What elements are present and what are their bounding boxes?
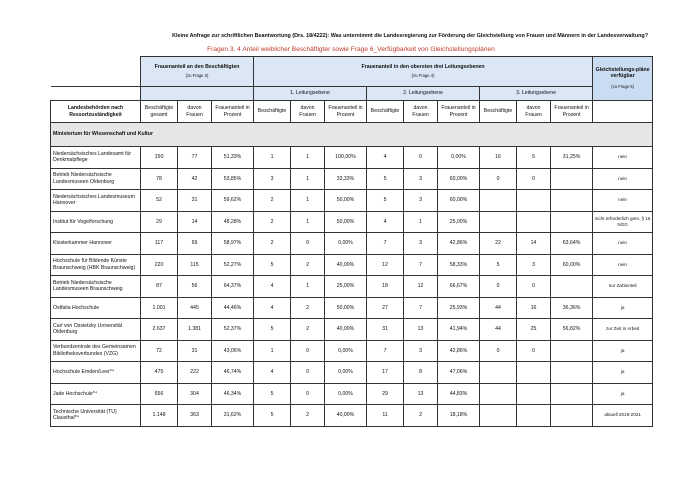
cell-l3-women [517,405,551,427]
cell-l3-share [551,168,593,190]
header-column-row [51,101,653,123]
cell-l3-employees: 44 [480,319,517,341]
header-level-row [51,87,653,101]
table-row [51,319,653,341]
column-header-women: davon Frauen [178,101,212,123]
cell-plan: nein [593,147,653,169]
cell-l3-share [551,340,593,362]
cell-l3-share: 31,25% [551,147,593,169]
cell-l3-share: 36,36% [551,297,593,319]
cell-l3-employees: 16 [480,147,517,169]
cell-l3-share [551,190,593,212]
column-header-l1-share: Frauenanteil in Prozent [325,101,367,123]
cell-plan: ja [593,362,653,384]
cell-l3-women [517,190,551,212]
table-row [51,340,653,362]
cell-l3-women: 16 [517,297,551,319]
cell-l2-employees: 31 [367,319,404,341]
cell-l3-share [551,276,593,298]
column-header-l2-women: davon Frauen [404,101,438,123]
table-row [51,211,653,233]
cell-l2-employees: 29 [367,383,404,405]
column-header-l3-women: davon Frauen [517,101,551,123]
cell-total: 2.637 [141,319,178,341]
cell-l3-women [517,383,551,405]
cell-total: 29 [141,211,178,233]
table-row [51,254,653,276]
cell-share: 46,74% [212,362,254,384]
cell-l1-employees: 4 [254,297,291,319]
cell-l2-women: 3 [404,168,438,190]
cell-share: 31,62% [212,405,254,427]
cell-l1-share: 0,00% [325,362,367,384]
cell-l3-employees [480,211,517,233]
cell-authority-name: Verbundzentrale des Gemeinsamen Bibliotheksverbundes (VZG) [51,340,141,362]
cell-l1-share: 50,00% [325,297,367,319]
cell-l1-women: 2 [291,319,325,341]
column-header-l2-employees: Beschäftigte [367,101,404,123]
cell-l2-employees: 5 [367,168,404,190]
header-level-3: 3. Leitungsebene [480,87,593,101]
column-header-total: Beschäftigte gesamt [141,101,178,123]
cell-total: 1.148 [141,405,178,427]
data-table [50,56,653,427]
cell-l1-share: 40,00% [325,405,367,427]
cell-women: 77 [178,147,212,169]
cell-l2-share: 42,86% [438,233,480,255]
column-header-authority: Landesbehörden nach Ressortzuständigkeit [51,101,141,123]
cell-l1-employees: 1 [254,340,291,362]
table-row [51,383,653,405]
cell-women: 31 [178,340,212,362]
cell-authority-name: Niedersächsisches Landesamt für Denkmalpflege [51,147,141,169]
cell-l2-employees: 7 [367,340,404,362]
table-row [51,405,653,427]
table-row [51,190,653,212]
cell-l2-share: 58,33% [438,254,480,276]
cell-women: 31 [178,190,212,212]
cell-l3-women: 0 [517,276,551,298]
document-title: Kleine Anfrage zur schriftlichen Beantwortung (Drs. 18/4222): Was unternimmt die Landesregierung zur Förderung der Gleichstellung von Frauen und Männern in der Landesverwaltung? [172,33,648,39]
cell-l2-employees: 11 [367,405,404,427]
cell-l1-employees: 2 [254,211,291,233]
table-body [51,147,653,427]
cell-share: 43,06% [212,340,254,362]
cell-plan: nein [593,168,653,190]
cell-l1-women: 1 [291,168,325,190]
header-level-empty [51,87,141,101]
cell-l2-employees: 18 [367,276,404,298]
header-group-plans-ref: (zu Frage 6) [611,83,635,89]
cell-l3-employees: 0 [480,276,517,298]
cell-l3-women: 14 [517,233,551,255]
column-header-l3-share: Frauenanteil in Prozent [551,101,593,123]
cell-l1-share: 100,00% [325,147,367,169]
cell-l1-women: 1 [291,276,325,298]
header-group-row [51,57,653,87]
cell-authority-name: Technische Universität (TU) Clausthal*⁴ [51,405,141,427]
cell-plan: ja [593,340,653,362]
cell-l1-women: 0 [291,340,325,362]
cell-total: 78 [141,168,178,190]
cell-l1-women: 0 [291,362,325,384]
header-group-employees-ref: (zu Frage 3) [185,73,209,78]
cell-l1-share: 40,00% [325,254,367,276]
header-empty-cell [51,57,141,87]
header-group-plans [593,57,653,101]
cell-l3-share [551,362,593,384]
cell-plan: nein [593,190,653,212]
cell-l1-employees: 2 [254,190,291,212]
cell-l1-women: 2 [291,405,325,427]
cell-l3-employees [480,383,517,405]
cell-share: 53,85% [212,168,254,190]
cell-l2-share: 60,00% [438,168,480,190]
cell-l2-share: 25,00% [438,211,480,233]
cell-authority-name: Niedersächsisches Landesmuseum Hannover [51,190,141,212]
cell-l1-women: 1 [291,190,325,212]
cell-l2-women: 3 [404,340,438,362]
cell-l2-women: 3 [404,190,438,212]
cell-plan: aktuell 2019-2021 [593,405,653,427]
cell-l3-employees: 0 [480,340,517,362]
cell-l1-employees: 4 [254,362,291,384]
cell-l1-share: 50,00% [325,211,367,233]
cell-l3-share: 56,82% [551,319,593,341]
cell-l1-share: 50,00% [325,190,367,212]
cell-l3-women: 0 [517,340,551,362]
cell-l1-employees: 1 [254,147,291,169]
cell-total: 656 [141,383,178,405]
header-level-blank [141,87,254,101]
column-header-plans-blank [593,101,653,123]
cell-plan: nein [593,233,653,255]
cell-total: 1.001 [141,297,178,319]
cell-l2-employees: 27 [367,297,404,319]
table-row [51,362,653,384]
cell-l2-share: 66,67% [438,276,480,298]
cell-l3-employees: 5 [480,254,517,276]
cell-women: 363 [178,405,212,427]
cell-authority-name: Ostfalia Hochschule [51,297,141,319]
cell-l3-share [551,405,593,427]
cell-l3-employees: 44 [480,297,517,319]
cell-l3-employees [480,190,517,212]
cell-l1-employees: 3 [254,168,291,190]
cell-l2-women: 2 [404,405,438,427]
cell-l3-employees [480,405,517,427]
cell-l1-women: 1 [291,211,325,233]
cell-total: 52 [141,190,178,212]
cell-l3-share [551,211,593,233]
column-header-l3-employees: Beschäftigte [480,101,517,123]
cell-l2-share: 47,06% [438,362,480,384]
cell-authority-name: Carl von Ossietzky Universität Oldenburg [51,319,141,341]
table-row [51,276,653,298]
cell-l3-women: 25 [517,319,551,341]
cell-l1-women: 1 [291,147,325,169]
cell-share: 51,33% [212,147,254,169]
cell-l1-share: 40,00% [325,319,367,341]
table-title: Fragen 3, 4 Anteil weiblicher Beschäftigter sowie Frage 6_Verfügbarkeit von Gleichstellungsplänen [207,46,495,53]
cell-plan: zur Zeit in Arbeit [593,319,653,341]
cell-plan: nein [593,254,653,276]
cell-l1-women: 0 [291,383,325,405]
table-row [51,297,653,319]
cell-share: 59,62% [212,190,254,212]
cell-share: 58,97% [212,233,254,255]
column-header-share: Frauenanteil in Prozent [212,101,254,123]
cell-women: 69 [178,233,212,255]
cell-l2-employees: 7 [367,233,404,255]
cell-authority-name: Hochschule für Bildende Künste Braunschweig (HBK Braunschweig) [51,254,141,276]
header-group-employees-label: Frauenanteil an den Beschäftigten [154,63,240,70]
cell-women: 14 [178,211,212,233]
cell-total: 72 [141,340,178,362]
cell-l2-women: 8 [404,362,438,384]
table-row [51,233,653,255]
cell-l2-women: 7 [404,297,438,319]
cell-women: 222 [178,362,212,384]
cell-l2-women: 7 [404,254,438,276]
cell-l2-women: 13 [404,319,438,341]
cell-authority-name: Betrieb Niedersächsische Landesmuseen Braunschweig [51,276,141,298]
cell-share: 46,34% [212,383,254,405]
cell-l2-employees: 4 [367,147,404,169]
cell-total: 220 [141,254,178,276]
cell-l3-share: 63,64% [551,233,593,255]
cell-total: 150 [141,147,178,169]
column-header-l2-share: Frauenanteil in Prozent [438,101,480,123]
cell-l2-share: 0,00% [438,147,480,169]
cell-l3-share: 60,00% [551,254,593,276]
cell-l2-share: 60,00% [438,190,480,212]
cell-total: 117 [141,233,178,255]
cell-authority-name: Jade Hochschule*⁴ [51,383,141,405]
cell-l3-employees [480,362,517,384]
column-header-l1-employees: Beschäftigte [254,101,291,123]
header-group-leadership-ref: (zu Frage 4) [411,73,435,78]
cell-women: 115 [178,254,212,276]
cell-women: 304 [178,383,212,405]
cell-l2-women: 1 [404,211,438,233]
cell-l2-women: 12 [404,276,438,298]
cell-l3-employees: 0 [480,168,517,190]
header-group-employees [141,57,254,87]
cell-women: 56 [178,276,212,298]
cell-l3-women [517,211,551,233]
cell-share: 48,28% [212,211,254,233]
cell-l2-women: 0 [404,147,438,169]
cell-share: 52,27% [212,254,254,276]
cell-women: 445 [178,297,212,319]
header-group-leadership-label: Frauenanteil in den obersten drei Leitungsebenen [361,63,485,70]
cell-women: 1.381 [178,319,212,341]
cell-l2-share: 18,18% [438,405,480,427]
cell-plan: nur Zahlenteil [593,276,653,298]
table-row [51,147,653,169]
cell-plan: nicht erforderlich gem. § 15 NGG [593,211,653,233]
cell-l2-share: 42,86% [438,340,480,362]
cell-l3-women [517,362,551,384]
cell-l1-employees: 5 [254,319,291,341]
cell-l3-share [551,383,593,405]
cell-l3-women: 5 [517,147,551,169]
cell-l1-share: 0,00% [325,383,367,405]
cell-share: 44,46% [212,297,254,319]
cell-authority-name: Betrieb Niedersächsische Landesmuseen Oldenburg [51,168,141,190]
cell-total: 87 [141,276,178,298]
cell-authority-name: Institut für Vogelforschung [51,211,141,233]
cell-l1-employees: 5 [254,405,291,427]
cell-share: 52,37% [212,319,254,341]
cell-authority-name: Klosterkammer Hannover [51,233,141,255]
cell-l1-women: 2 [291,297,325,319]
header-level-2: 2. Leitungsebene [367,87,480,101]
cell-l2-employees: 12 [367,254,404,276]
cell-l3-women: 0 [517,168,551,190]
cell-l2-employees: 5 [367,190,404,212]
section-row [51,123,653,147]
cell-l1-share: 25,00% [325,276,367,298]
cell-l1-women: 2 [291,254,325,276]
cell-total: 475 [141,362,178,384]
cell-l1-share: 0,00% [325,340,367,362]
header-group-leadership [254,57,593,87]
cell-l2-share: 25,93% [438,297,480,319]
column-header-l1-women: davon Frauen [291,101,325,123]
header-group-plans-label: Gleichstellungs-pläne verfügbar [595,67,650,80]
cell-l2-employees: 17 [367,362,404,384]
header-level-1: 1. Leitungsebene [254,87,367,101]
cell-l3-employees: 22 [480,233,517,255]
cell-l1-employees: 5 [254,383,291,405]
cell-l2-share: 44,83% [438,383,480,405]
cell-l1-women: 0 [291,233,325,255]
cell-l2-share: 41,94% [438,319,480,341]
cell-share: 64,37% [212,276,254,298]
table-row [51,168,653,190]
cell-authority-name: Hochschule Emden/Leer*⁴ [51,362,141,384]
cell-women: 42 [178,168,212,190]
cell-plan: ja [593,383,653,405]
cell-l1-employees: 2 [254,233,291,255]
cell-l1-employees: 4 [254,276,291,298]
cell-plan: ja [593,297,653,319]
cell-l2-employees: 4 [367,211,404,233]
cell-l1-share: 0,00% [325,233,367,255]
cell-l2-women: 13 [404,383,438,405]
section-label: Ministerium für Wissenschaft und Kultur [51,123,653,147]
cell-l1-employees: 5 [254,254,291,276]
cell-l1-share: 33,33% [325,168,367,190]
cell-l2-women: 3 [404,233,438,255]
cell-l3-women: 3 [517,254,551,276]
